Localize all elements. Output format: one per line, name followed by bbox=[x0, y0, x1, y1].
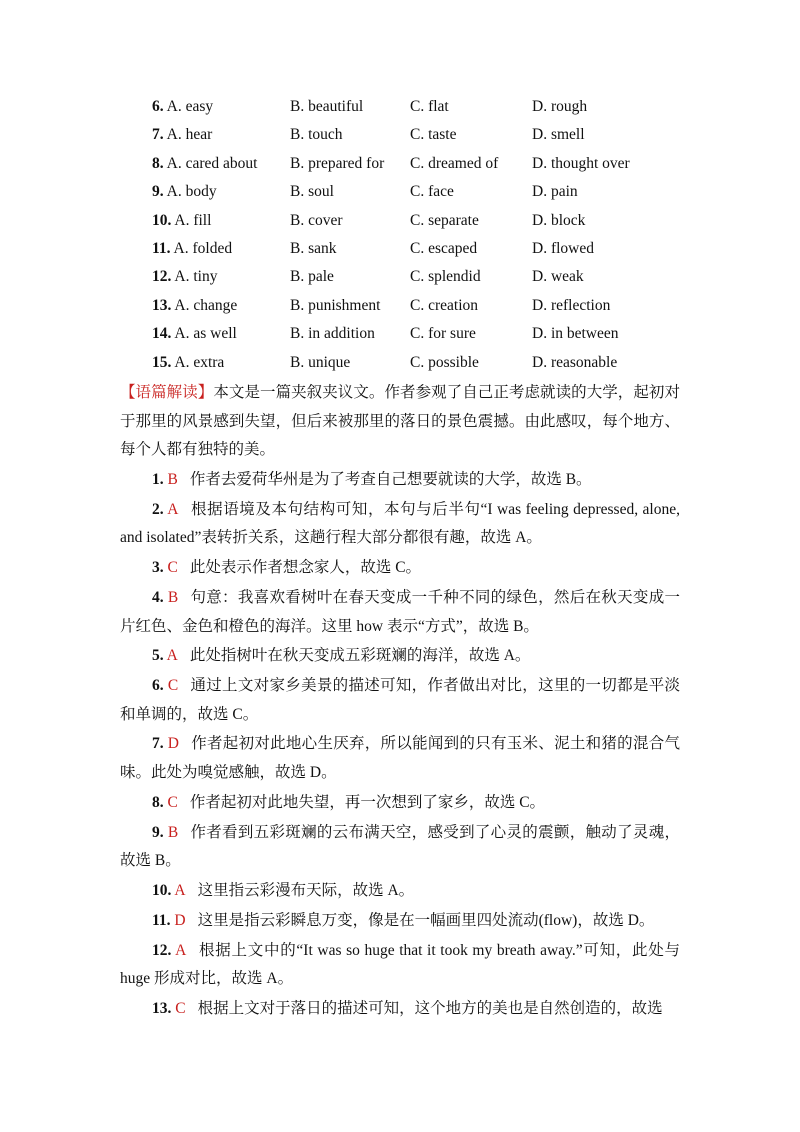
option-a: A. change bbox=[171, 296, 238, 314]
analysis-heading: 【语篇解读】 bbox=[120, 384, 214, 401]
option-c: C. creation bbox=[410, 296, 479, 314]
question-number: 10. bbox=[152, 211, 172, 229]
answer-number: 12. bbox=[152, 941, 172, 959]
answer-item bbox=[120, 466, 680, 495]
answer-letter: D bbox=[167, 735, 179, 753]
option-b: B. touch bbox=[290, 126, 343, 144]
question-number: 15. bbox=[152, 353, 172, 371]
question-number: 9. bbox=[152, 183, 164, 201]
answer-item bbox=[120, 995, 680, 1024]
option-a: A. easy bbox=[163, 98, 214, 115]
answer-text: 根据上文中的“It was so huge that it took my breath away.”可知，此处与 huge 形成对比，故选 A。 bbox=[120, 941, 680, 988]
option-d: D. block bbox=[532, 211, 586, 229]
option-row bbox=[152, 121, 692, 149]
answer-number: 5. bbox=[152, 647, 164, 665]
option-a: A. fill bbox=[171, 211, 212, 229]
answer-item bbox=[120, 496, 680, 553]
option-row bbox=[152, 93, 692, 121]
answer-text: 这里指云彩漫布天际，故选 A。 bbox=[197, 881, 415, 899]
option-c: C. flat bbox=[410, 98, 449, 115]
option-row bbox=[152, 178, 692, 206]
answer-letter: C bbox=[167, 677, 179, 695]
answer-number: 2. bbox=[152, 500, 164, 518]
option-a: A. as well bbox=[171, 325, 237, 343]
answer-number: 1. bbox=[152, 470, 164, 488]
option-a: A. tiny bbox=[171, 268, 218, 286]
option-b: B. in addition bbox=[290, 325, 375, 343]
option-c: C. dreamed of bbox=[410, 154, 499, 172]
answer-number: 11. bbox=[152, 911, 171, 929]
question-number: 7. bbox=[152, 126, 164, 144]
option-a: A. cared about bbox=[163, 154, 258, 172]
answer-text: 此处表示作者想念家人，故选 C。 bbox=[189, 559, 422, 577]
answer-number: 3. bbox=[152, 559, 164, 577]
option-row bbox=[152, 263, 692, 291]
answer-text: 句意：我喜欢看树叶在春天变成一千种不同的绿色，然后在秋天变成一片红色、金色和橙色的海洋。这里 how 表示“方式”，故选 B。 bbox=[120, 588, 680, 635]
answer-text: 根据语境及本句结构可知，本句与后半句“I was feeling depressed, alone, and isolated”表转折关系，这趟行程大部分都很有趣，故选 A。 bbox=[120, 500, 680, 547]
option-c: C. for sure bbox=[410, 325, 476, 343]
answer-letter: B bbox=[167, 823, 179, 841]
answer-item bbox=[120, 672, 680, 729]
option-b: B. prepared for bbox=[290, 154, 385, 172]
option-b: B. unique bbox=[290, 353, 351, 371]
answer-text: 此处指树叶在秋天变成五彩斑斓的海洋，故选 A。 bbox=[189, 647, 531, 665]
option-c: C. splendid bbox=[410, 268, 481, 286]
option-b: B. beautiful bbox=[290, 98, 364, 115]
option-d: D. thought over bbox=[532, 154, 630, 172]
answer-item bbox=[120, 642, 680, 671]
option-d: D. reasonable bbox=[532, 353, 618, 371]
options-table bbox=[152, 93, 692, 377]
option-b: B. sank bbox=[290, 239, 337, 257]
answer-number: 6. bbox=[152, 677, 164, 695]
answer-letter: A bbox=[166, 647, 178, 665]
analysis-intro bbox=[120, 379, 680, 465]
option-row bbox=[152, 292, 692, 320]
option-d: D. weak bbox=[532, 268, 584, 286]
answer-item bbox=[120, 819, 680, 876]
answer-text: 作者起初对此地失望，再一次想到了家乡，故选 C。 bbox=[189, 793, 546, 811]
answer-text: 作者去爱荷华州是为了考查自己想要就读的大学，故选 B。 bbox=[189, 470, 592, 488]
option-c: C. possible bbox=[410, 353, 479, 371]
option-b: B. cover bbox=[290, 211, 343, 229]
option-d: D. smell bbox=[532, 126, 585, 144]
answer-letter: B bbox=[167, 588, 179, 606]
question-number: 12. bbox=[152, 268, 172, 286]
option-a: A. hear bbox=[163, 126, 213, 144]
option-b: B. pale bbox=[290, 268, 334, 286]
answer-text: 根据上文对于落日的描述可知，这个地方的美也是自然创造的，故选 bbox=[197, 999, 663, 1017]
answer-item bbox=[120, 789, 680, 818]
option-a: A. body bbox=[163, 183, 217, 201]
answer-number: 7. bbox=[152, 735, 164, 753]
answer-text: 作者看到五彩斑斓的云布满天空，感受到了心灵的震颤，触动了灵魂，故选 B。 bbox=[120, 823, 680, 870]
option-c: C. face bbox=[410, 183, 454, 201]
option-d: D. reflection bbox=[532, 296, 611, 314]
option-c: C. escaped bbox=[410, 239, 478, 257]
option-c: C. separate bbox=[410, 211, 479, 229]
option-row bbox=[152, 207, 692, 235]
question-number: 14. bbox=[152, 325, 172, 343]
answer-letter: A bbox=[167, 500, 179, 518]
answer-number: 8. bbox=[152, 793, 164, 811]
answer-item bbox=[120, 730, 680, 787]
answer-number: 4. bbox=[152, 588, 164, 606]
answer-letter: C bbox=[167, 793, 178, 811]
answer-letter: D bbox=[174, 911, 186, 929]
option-d: D. rough bbox=[532, 98, 588, 115]
answer-item bbox=[120, 937, 680, 994]
analysis-intro-text: 本文是一篇夹叙夹议文。作者参观了自己正考虑就读的大学，起初对于那里的风景感到失望，但后来被那里的落日的景色震撼。由此感叹，每个地方、每个人都有独特的美。 bbox=[120, 384, 680, 459]
option-row bbox=[152, 150, 692, 178]
answer-text: 作者起初对此地心生厌弃，所以能闻到的只有玉米、泥土和猪的混合气味。此处为嗅觉感触，故选 D。 bbox=[120, 735, 680, 782]
option-b: B. punishment bbox=[290, 296, 381, 314]
option-row bbox=[152, 320, 692, 348]
answer-letter: C bbox=[175, 999, 186, 1017]
answer-letter: A bbox=[174, 881, 186, 899]
option-a: A. folded bbox=[170, 239, 233, 257]
option-b: B. soul bbox=[290, 183, 334, 201]
analysis-section bbox=[120, 379, 680, 1025]
answer-item bbox=[120, 584, 680, 641]
answer-item bbox=[120, 907, 680, 936]
answer-item bbox=[120, 554, 680, 583]
question-number: 13. bbox=[152, 296, 172, 314]
answer-number: 13. bbox=[152, 999, 172, 1017]
question-number: 11. bbox=[152, 239, 171, 257]
option-d: D. flowed bbox=[532, 239, 594, 257]
answer-text: 这里是指云彩瞬息万变，像是在一幅画里四处流动(flow)，故选 D。 bbox=[197, 911, 655, 929]
answer-number: 10. bbox=[152, 881, 172, 899]
answer-item bbox=[120, 877, 680, 906]
answer-letter: B bbox=[167, 470, 178, 488]
answer-letter: A bbox=[175, 941, 187, 959]
question-number: 6. bbox=[152, 98, 164, 115]
answer-letter: C bbox=[167, 559, 178, 577]
option-row bbox=[152, 349, 692, 377]
option-row bbox=[152, 235, 692, 263]
answer-number: 9. bbox=[152, 823, 164, 841]
option-d: D. pain bbox=[532, 183, 578, 201]
option-c: C. taste bbox=[410, 126, 457, 144]
option-a: A. extra bbox=[171, 353, 225, 371]
question-number: 8. bbox=[152, 154, 164, 172]
option-d: D. in between bbox=[532, 325, 619, 343]
answer-text: 通过上文对家乡美景的描述可知，作者做出对比，这里的一切都是平淡和单调的，故选 C。 bbox=[120, 677, 680, 723]
